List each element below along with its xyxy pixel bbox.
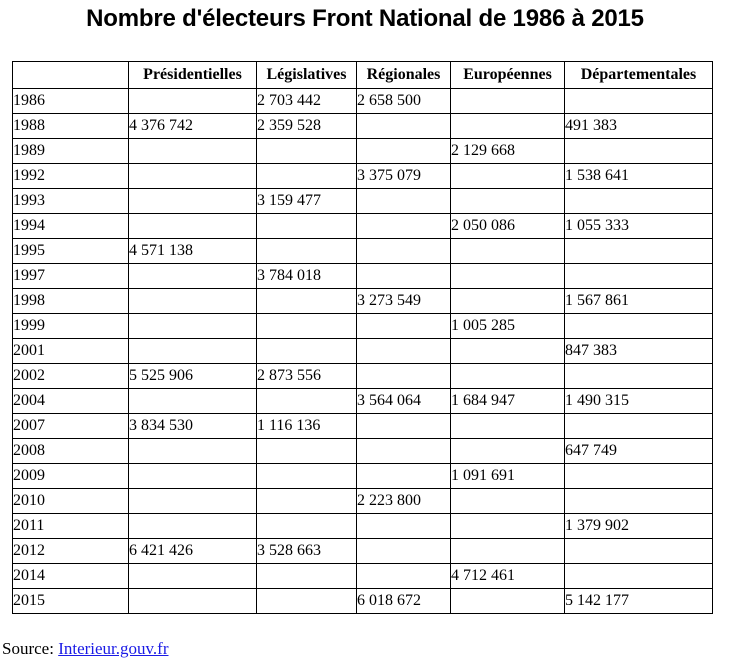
presidentielles-cell <box>129 389 257 414</box>
table-row <box>13 314 713 339</box>
year-cell: 1995 <box>13 239 129 264</box>
year-cell: 2014 <box>13 564 129 589</box>
page-title: Nombre d'électeurs Front National de 1986 à 2015 <box>86 5 644 32</box>
table-row <box>13 514 713 539</box>
regionales-cell: 2 658 500 <box>357 89 451 114</box>
presidentielles-cell <box>129 589 257 614</box>
europeennes-cell <box>451 89 565 114</box>
departementales-cell <box>565 239 713 264</box>
regionales-cell <box>357 414 451 439</box>
year-cell: 2001 <box>13 339 129 364</box>
legislatives-cell: 1 116 136 <box>257 414 357 439</box>
table-row <box>13 564 713 589</box>
europeennes-cell: 1 091 691 <box>451 464 565 489</box>
legislatives-cell: 3 159 477 <box>257 189 357 214</box>
year-cell: 1997 <box>13 264 129 289</box>
presidentielles-cell <box>129 439 257 464</box>
europeennes-cell <box>451 289 565 314</box>
table-row <box>13 364 713 389</box>
year-cell: 1989 <box>13 139 129 164</box>
year-cell: 1998 <box>13 289 129 314</box>
regionales-cell <box>357 264 451 289</box>
year-cell: 2015 <box>13 589 129 614</box>
regionales-cell <box>357 364 451 389</box>
departementales-cell: 1 379 902 <box>565 514 713 539</box>
departementales-cell <box>565 189 713 214</box>
table-header <box>13 62 713 89</box>
source-label: Source: <box>2 639 54 658</box>
europeennes-cell <box>451 539 565 564</box>
legislatives-cell <box>257 339 357 364</box>
presidentielles-cell <box>129 564 257 589</box>
year-cell: 2010 <box>13 489 129 514</box>
table-row <box>13 339 713 364</box>
year-cell: 1992 <box>13 164 129 189</box>
legislatives-cell <box>257 239 357 264</box>
year-cell: 1993 <box>13 189 129 214</box>
table-row <box>13 239 713 264</box>
europeennes-cell: 2 050 086 <box>451 214 565 239</box>
year-cell: 2012 <box>13 539 129 564</box>
europeennes-cell: 2 129 668 <box>451 139 565 164</box>
year-cell: 2002 <box>13 364 129 389</box>
europeennes-cell <box>451 364 565 389</box>
year-cell: 1999 <box>13 314 129 339</box>
europeennes-cell <box>451 339 565 364</box>
table-row <box>13 264 713 289</box>
header-year <box>13 62 129 89</box>
presidentielles-cell <box>129 139 257 164</box>
europeennes-cell <box>451 439 565 464</box>
europeennes-cell <box>451 164 565 189</box>
europeennes-cell <box>451 414 565 439</box>
departementales-cell: 1 538 641 <box>565 164 713 189</box>
regionales-cell <box>357 239 451 264</box>
table-row <box>13 539 713 564</box>
presidentielles-cell: 5 525 906 <box>129 364 257 389</box>
departementales-cell <box>565 489 713 514</box>
departementales-cell <box>565 314 713 339</box>
table-row <box>13 114 713 139</box>
legislatives-cell <box>257 289 357 314</box>
regionales-cell <box>357 439 451 464</box>
regionales-cell: 3 375 079 <box>357 164 451 189</box>
departementales-cell <box>565 539 713 564</box>
table-row <box>13 214 713 239</box>
legislatives-cell <box>257 564 357 589</box>
departementales-cell <box>565 564 713 589</box>
header-regionales: Régionales <box>357 62 451 89</box>
legislatives-cell <box>257 464 357 489</box>
year-cell: 2011 <box>13 514 129 539</box>
table-row <box>13 389 713 414</box>
regionales-cell <box>357 514 451 539</box>
presidentielles-cell <box>129 314 257 339</box>
legislatives-cell: 3 528 663 <box>257 539 357 564</box>
legislatives-cell <box>257 389 357 414</box>
europeennes-cell: 1 684 947 <box>451 389 565 414</box>
table-body <box>13 89 713 614</box>
europeennes-cell: 4 712 461 <box>451 564 565 589</box>
legislatives-cell: 2 359 528 <box>257 114 357 139</box>
legislatives-cell <box>257 489 357 514</box>
departementales-cell: 491 383 <box>565 114 713 139</box>
table-row <box>13 164 713 189</box>
presidentielles-cell: 3 834 530 <box>129 414 257 439</box>
europeennes-cell <box>451 189 565 214</box>
table-row <box>13 489 713 514</box>
table-row <box>13 89 713 114</box>
europeennes-cell <box>451 514 565 539</box>
europeennes-cell <box>451 589 565 614</box>
presidentielles-cell: 4 376 742 <box>129 114 257 139</box>
table-row <box>13 414 713 439</box>
presidentielles-cell <box>129 339 257 364</box>
presidentielles-cell <box>129 514 257 539</box>
year-cell: 2004 <box>13 389 129 414</box>
departementales-cell <box>565 89 713 114</box>
departementales-cell: 1 490 315 <box>565 389 713 414</box>
presidentielles-cell <box>129 89 257 114</box>
legislatives-cell <box>257 589 357 614</box>
presidentielles-cell <box>129 464 257 489</box>
europeennes-cell <box>451 489 565 514</box>
legislatives-cell: 2 703 442 <box>257 89 357 114</box>
departementales-cell <box>565 464 713 489</box>
source-line <box>2 638 169 660</box>
regionales-cell <box>357 564 451 589</box>
table-row <box>13 464 713 489</box>
header-departementales: Départementales <box>565 62 713 89</box>
departementales-cell <box>565 264 713 289</box>
departementales-cell: 5 142 177 <box>565 589 713 614</box>
regionales-cell <box>357 139 451 164</box>
results-table <box>12 61 713 614</box>
europeennes-cell: 1 005 285 <box>451 314 565 339</box>
regionales-cell: 3 564 064 <box>357 389 451 414</box>
regionales-cell: 2 223 800 <box>357 489 451 514</box>
legislatives-cell: 2 873 556 <box>257 364 357 389</box>
year-cell: 1986 <box>13 89 129 114</box>
departementales-cell: 647 749 <box>565 439 713 464</box>
year-cell: 2008 <box>13 439 129 464</box>
legislatives-cell <box>257 214 357 239</box>
header-legislatives: Législatives <box>257 62 357 89</box>
year-cell: 2007 <box>13 414 129 439</box>
departementales-cell <box>565 414 713 439</box>
table-row <box>13 589 713 614</box>
presidentielles-cell <box>129 264 257 289</box>
legislatives-cell <box>257 439 357 464</box>
presidentielles-cell: 6 421 426 <box>129 539 257 564</box>
regionales-cell <box>357 189 451 214</box>
legislatives-cell <box>257 164 357 189</box>
regionales-cell <box>357 114 451 139</box>
presidentielles-cell <box>129 489 257 514</box>
europeennes-cell <box>451 264 565 289</box>
europeennes-cell <box>451 239 565 264</box>
legislatives-cell <box>257 514 357 539</box>
legislatives-cell <box>257 139 357 164</box>
presidentielles-cell <box>129 189 257 214</box>
departementales-cell <box>565 364 713 389</box>
presidentielles-cell <box>129 164 257 189</box>
year-cell: 1994 <box>13 214 129 239</box>
regionales-cell: 6 018 672 <box>357 589 451 614</box>
legislatives-cell: 3 784 018 <box>257 264 357 289</box>
europeennes-cell <box>451 114 565 139</box>
table-row <box>13 189 713 214</box>
departementales-cell: 1 055 333 <box>565 214 713 239</box>
presidentielles-cell: 4 571 138 <box>129 239 257 264</box>
departementales-cell <box>565 139 713 164</box>
table-row <box>13 289 713 314</box>
source-link[interactable]: Interieur.gouv.fr <box>58 639 169 658</box>
regionales-cell: 3 273 549 <box>357 289 451 314</box>
table-row <box>13 139 713 164</box>
presidentielles-cell <box>129 289 257 314</box>
departementales-cell: 1 567 861 <box>565 289 713 314</box>
year-cell: 1988 <box>13 114 129 139</box>
header-row <box>13 62 713 89</box>
departementales-cell: 847 383 <box>565 339 713 364</box>
regionales-cell <box>357 314 451 339</box>
presidentielles-cell <box>129 214 257 239</box>
header-presidentielles: Présidentielles <box>129 62 257 89</box>
year-cell: 2009 <box>13 464 129 489</box>
regionales-cell <box>357 464 451 489</box>
table-row <box>13 439 713 464</box>
regionales-cell <box>357 214 451 239</box>
regionales-cell <box>357 539 451 564</box>
legislatives-cell <box>257 314 357 339</box>
regionales-cell <box>357 339 451 364</box>
header-europeennes: Européennes <box>451 62 565 89</box>
